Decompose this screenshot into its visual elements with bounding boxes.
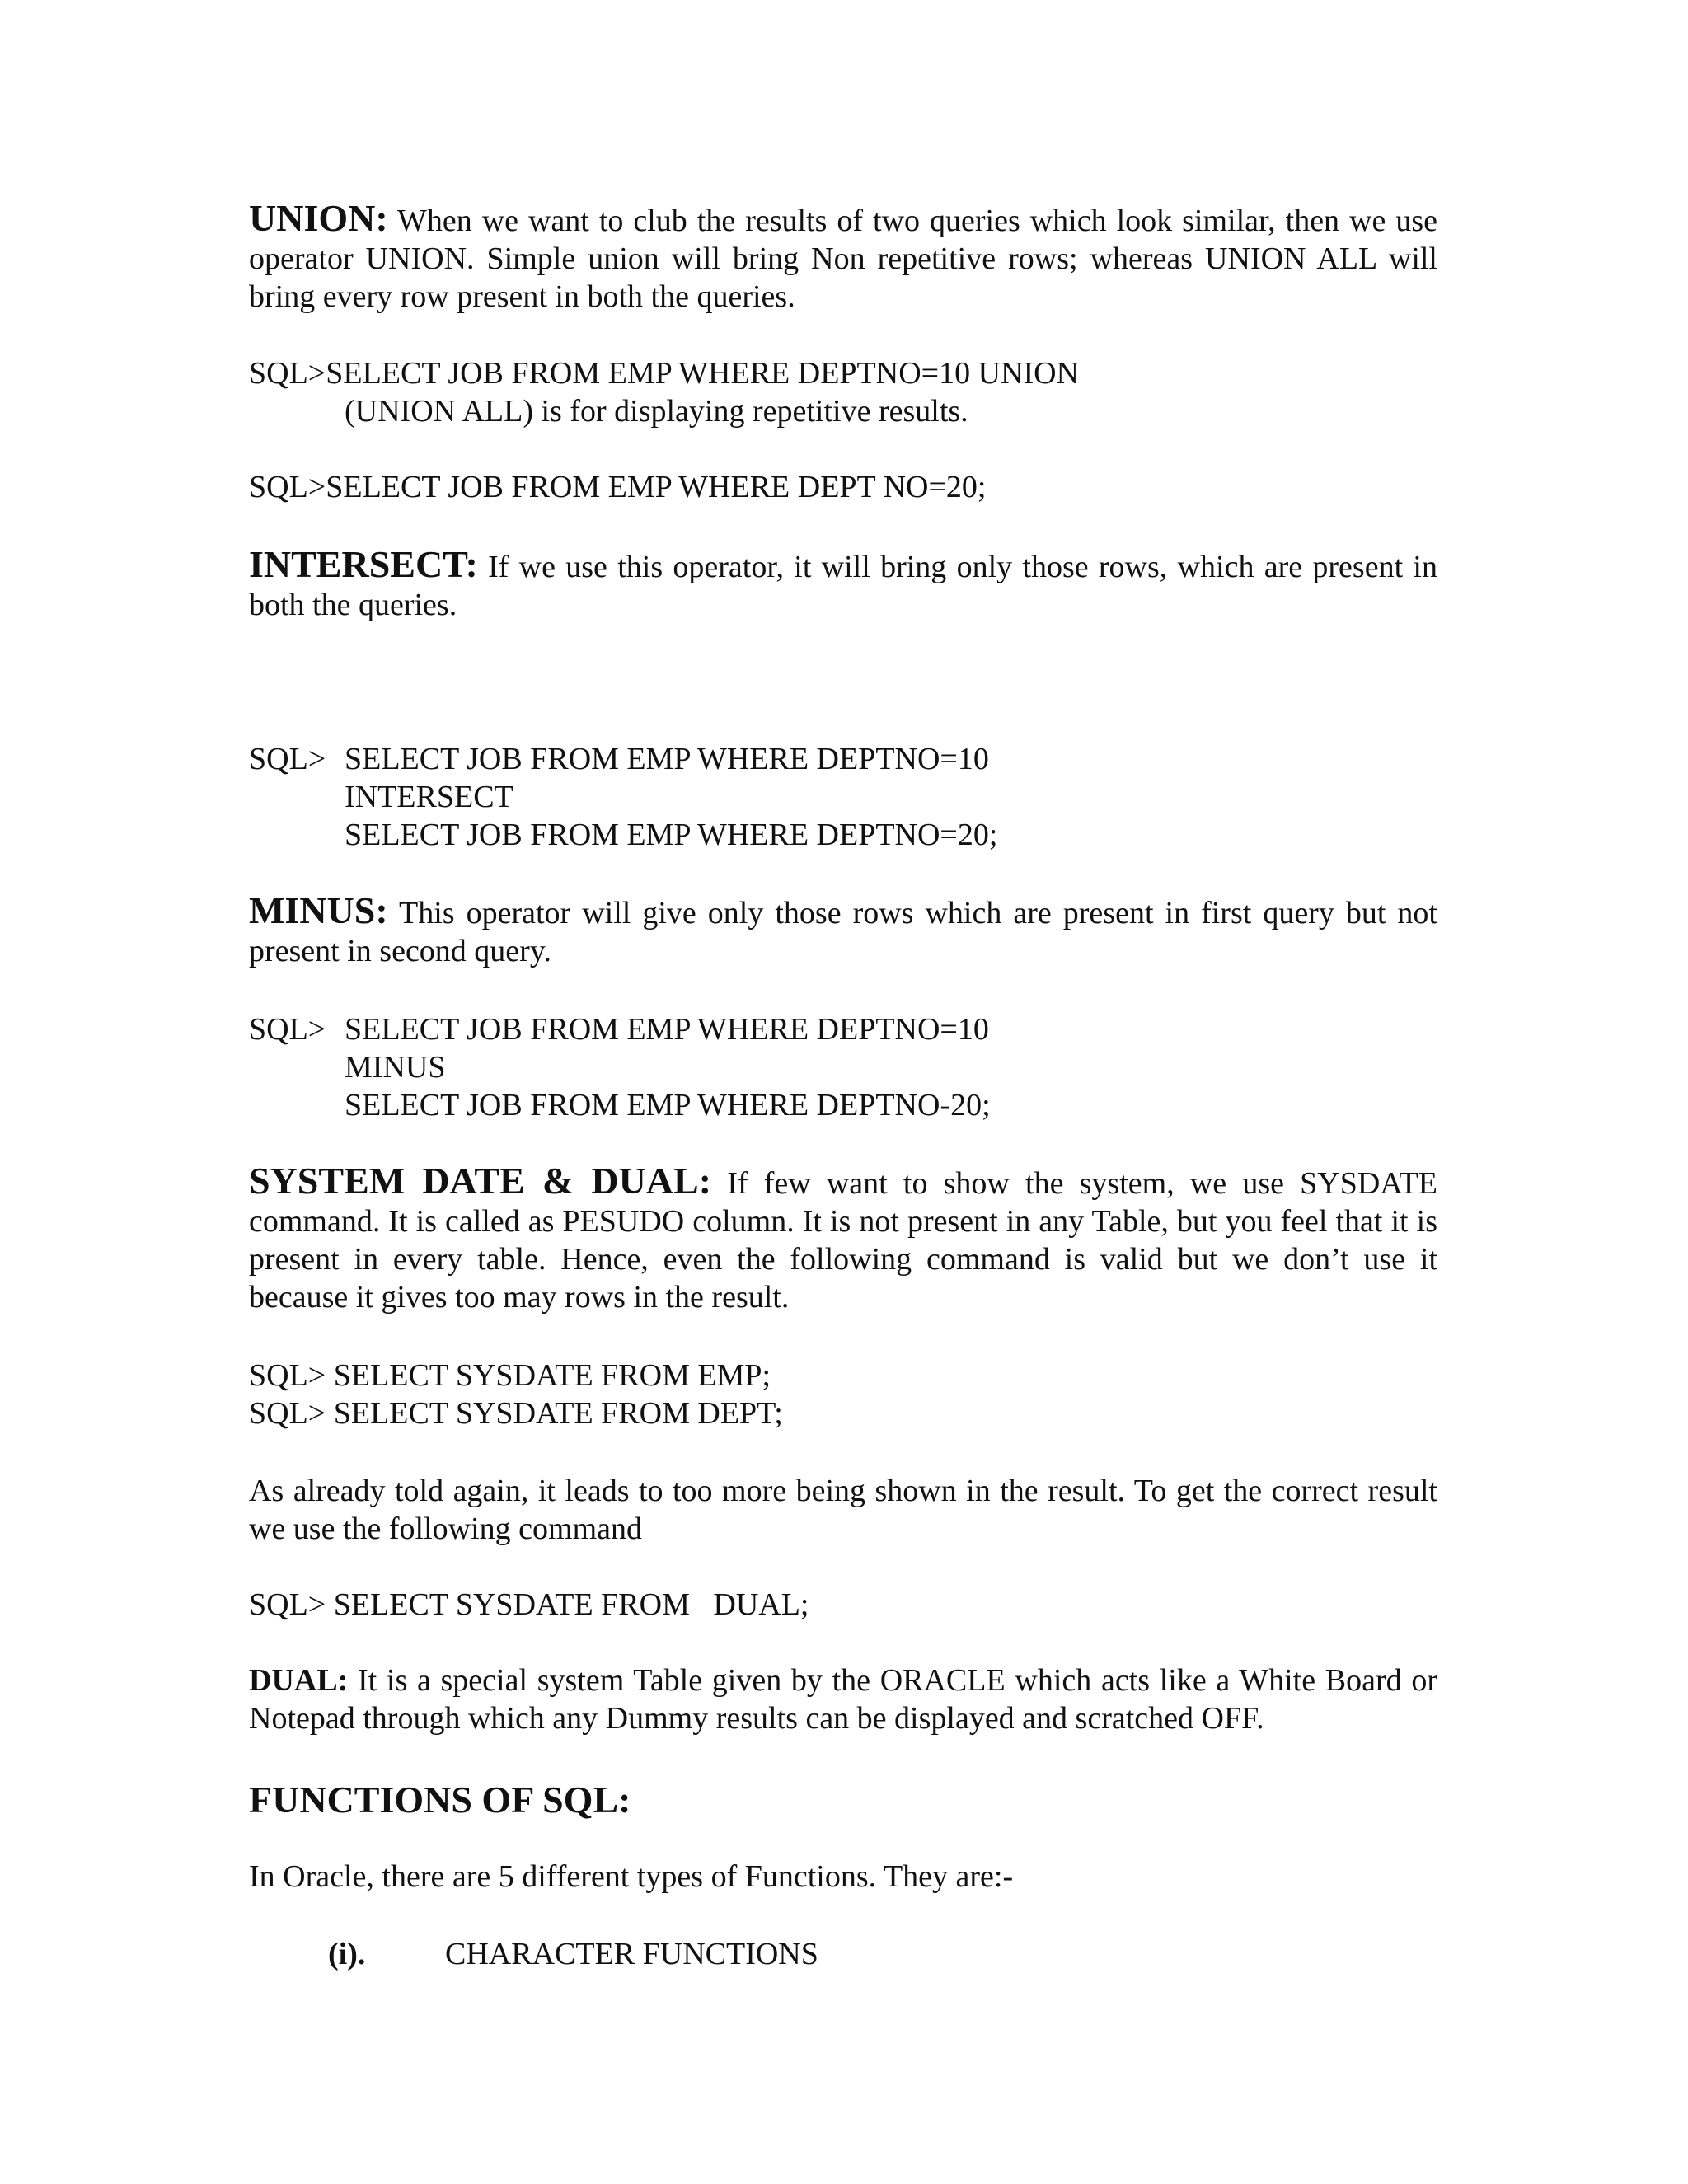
functions-intro: In Oracle, there are 5 different types of Functions. They are:- [249,1859,1014,1894]
minus-sql-line-1: SELECT JOB FROM EMP WHERE DEPTNO=10 [345,1012,989,1047]
intersect-heading: INTERSECT: [249,543,478,585]
dual-heading: DUAL: [249,1663,349,1698]
sysdate-text: If few want to show the system, we use SYSDATE command. It is called as PESUDO column. It is not present in any Table, but you feel that it is present in every table. Hence, even the following command is valid but we don’t use it because it gives too may rows in the result. [249,1166,1437,1315]
intersect-sql-line-3: SELECT JOB FROM EMP WHERE DEPTNO=20; [345,818,998,852]
dual-sql-line-1: SQL> SELECT SYSDATE FROM DUAL; [249,1587,809,1622]
intersect-sql-line-2: INTERSECT [345,780,513,814]
intersect-text: If we use this operator, it will bring only those rows, which are present in both the queries. [249,550,1437,622]
minus-text: This operator will give only those rows which are present in first query but not present in second query. [249,896,1437,968]
functions-heading: FUNCTIONS OF SQL: [249,1779,631,1821]
intersect-sql-prompt: SQL> [249,742,326,776]
union-sql-line-3: SQL>SELECT JOB FROM EMP WHERE DEPT NO=20; [249,470,987,504]
sysdate-paragraph [249,1162,1437,1316]
union-text: When we want to club the results of two queries which look similar, then we use operator UNION. Simple union will bring Non repetitive rows; whereas UNION ALL will bring every row present in both the queries. [249,204,1437,314]
minus-paragraph [249,889,1437,970]
union-sql-line-2: (UNION ALL) is for displaying repetitive results. [345,394,968,429]
union-heading: UNION: [249,197,388,239]
sysdate-heading: SYSTEM DATE & DUAL: [249,1160,712,1202]
functions-item-1-number: (i). [328,1937,366,1971]
union-paragraph [249,199,1437,316]
minus-sql-line-3: SELECT JOB FROM EMP WHERE DEPTNO-20; [345,1088,991,1122]
minus-sql-prompt: SQL> [249,1012,326,1047]
already-told-paragraph: As already told again, it leads to too more being shown in the result. To get the correct result we use the following command [249,1474,1437,1546]
dual-text: It is a special system Table given by the ORACLE which acts like a White Board or Notepad through which any Dummy results can be displayed and scratched OFF. [249,1663,1437,1736]
functions-item-1-label: CHARACTER FUNCTIONS [445,1937,818,1971]
dual-paragraph [249,1661,1437,1737]
minus-sql-line-2: MINUS [345,1050,446,1085]
intersect-paragraph [249,543,1437,624]
intersect-sql-line-1: SELECT JOB FROM EMP WHERE DEPTNO=10 [345,742,989,776]
sysdate-sql-line-2: SQL> SELECT SYSDATE FROM DEPT; [249,1396,783,1431]
sysdate-sql-line-1: SQL> SELECT SYSDATE FROM EMP; [249,1358,771,1393]
minus-heading: MINUS: [249,889,388,931]
union-sql-line-1: SQL>SELECT JOB FROM EMP WHERE DEPTNO=10 UNION [249,356,1079,391]
